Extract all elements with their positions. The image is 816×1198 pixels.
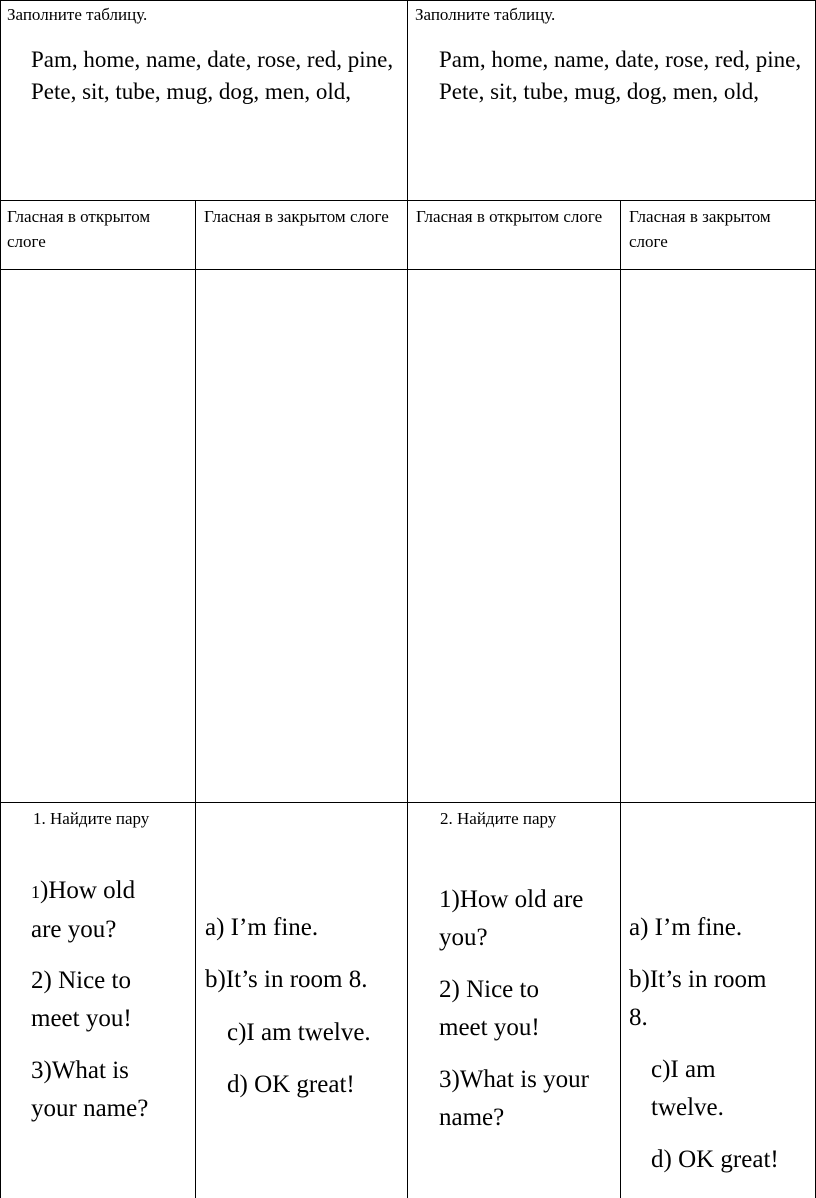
table-border-left <box>0 0 1 1198</box>
right-answer-d: d) OK great! <box>651 1146 779 1173</box>
right-answer-c-line1: c)I am <box>651 1056 716 1083</box>
left-instruction: Заполните таблицу. <box>7 5 148 24</box>
table-col-divider-center <box>407 0 408 1198</box>
left-question-3-line1: 3)What is <box>31 1057 129 1084</box>
right-instruction: Заполните таблицу. <box>415 5 556 24</box>
table-col-divider-left-inner <box>195 200 196 1198</box>
table-col-divider-right-inner <box>620 200 621 1198</box>
right-header-open-syllable: Гласная в открытом слоге <box>416 207 603 226</box>
left-word-list: Pam, home, name, date, rose, red, pine, Pete, sit, tube, mug, dog, men, old, <box>31 47 394 104</box>
left-answer-d: d) OK great! <box>227 1071 355 1098</box>
left-header-open-syllable: Гласная в открытом слоге <box>7 207 151 251</box>
right-question-2-line2: meet you! <box>439 1014 540 1041</box>
left-question-1-text-a: )How old <box>40 877 136 904</box>
right-header-closed-syllable: Гласная в закрытом слоге <box>629 207 771 251</box>
right-question-3 <box>439 1061 614 1137</box>
left-question-2-line1: 2) Nice to <box>31 967 131 994</box>
left-question-3 <box>31 1052 191 1128</box>
table-row-divider-3 <box>0 802 816 803</box>
right-answer-b-line1: b)It’s in room <box>629 966 767 993</box>
left-answer-b: b)It’s in room 8. <box>205 966 368 993</box>
right-question-1-line1: 1)How old are <box>439 886 584 913</box>
right-task-title: 2. Найдите пару <box>440 809 557 828</box>
left-question-2 <box>31 962 191 1038</box>
right-question-2-line1: 2) Nice to <box>439 976 539 1003</box>
right-question-1 <box>439 881 614 957</box>
left-question-3-line2: your name? <box>31 1095 149 1122</box>
left-question-1-text-b: are you? <box>31 916 117 943</box>
right-question-3-line1: 3)What is your <box>439 1066 589 1093</box>
left-answer-a: a) I’m fine. <box>205 914 319 941</box>
right-question-1-line2: you? <box>439 924 488 951</box>
right-word-list: Pam, home, name, date, rose, red, pine, Pete, sit, tube, mug, dog, men, old, <box>439 47 802 104</box>
right-answer-b-line2: 8. <box>629 1004 648 1031</box>
left-header-closed-syllable: Гласная в закрытом слоге <box>204 207 389 226</box>
left-question-1-number: 1 <box>31 882 40 902</box>
right-question-3-line2: name? <box>439 1104 505 1131</box>
table-border-top <box>0 0 816 1</box>
left-answer-c: c)I am twelve. <box>227 1019 371 1046</box>
table-row-divider-1 <box>0 200 816 201</box>
left-question-2-line2: meet you! <box>31 1005 132 1032</box>
left-task-title: 1. Найдите пару <box>33 809 150 828</box>
right-answer-a: a) I’m fine. <box>629 914 743 941</box>
left-question-1 <box>31 872 191 949</box>
right-answer-c-line2: twelve. <box>651 1094 724 1121</box>
table-row-divider-2 <box>0 269 816 270</box>
right-question-2 <box>439 971 614 1047</box>
